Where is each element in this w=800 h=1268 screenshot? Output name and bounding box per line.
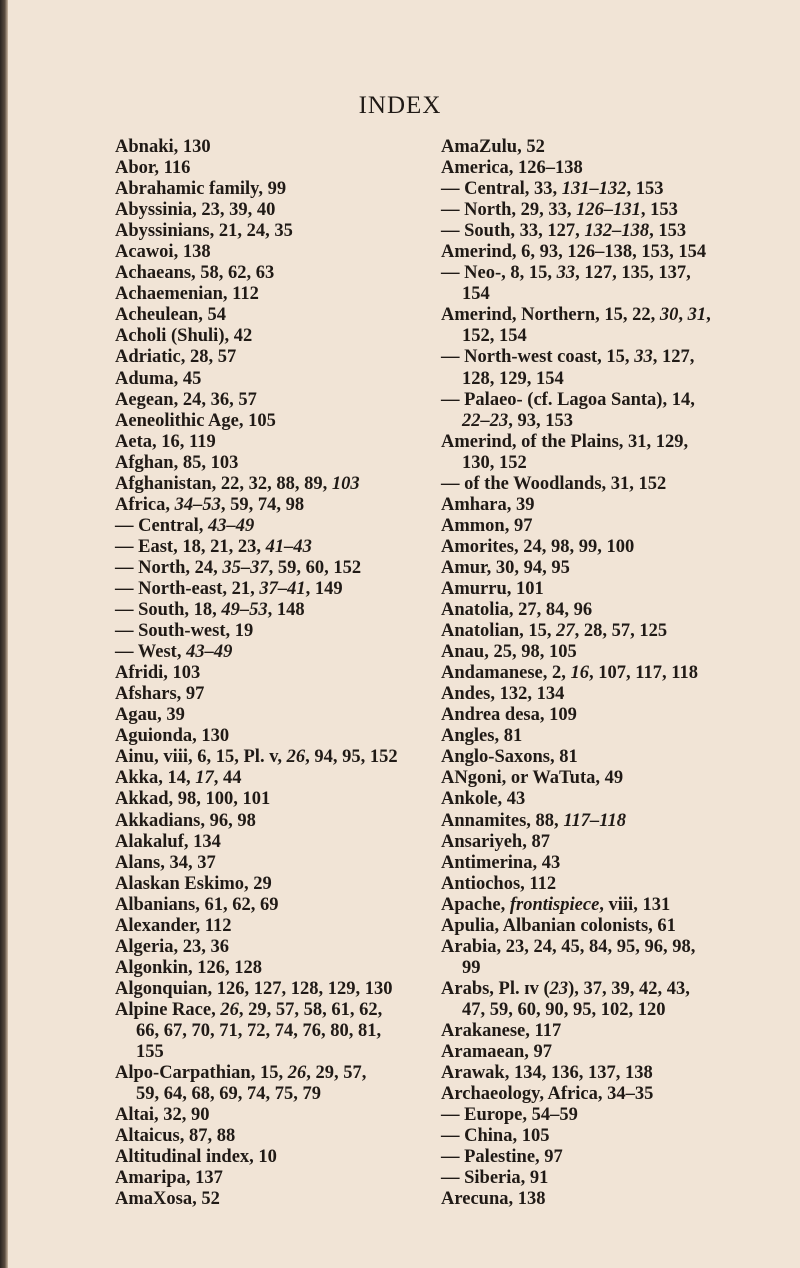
index-entry-text: — South, 33, 127, (441, 221, 585, 242)
index-entry-text: Altai, 32, 90 (115, 1105, 210, 1126)
index-entry-text: Algonquian, 126, 127, 128, 129, 130 (115, 978, 393, 999)
index-entry (115, 621, 453, 642)
index-entry-italic-page: 33 (634, 347, 653, 368)
index-entry (115, 789, 453, 810)
index-entry-text: — North, 24, (115, 557, 223, 578)
index-entry (441, 853, 779, 874)
index-entry-text: Afshars, 97 (115, 684, 205, 705)
index-entry (115, 937, 453, 958)
index-entry (115, 411, 453, 432)
index-entry (115, 516, 453, 537)
index-entry (115, 263, 453, 284)
index-entry-text: Acholi (Shuli), 42 (115, 326, 253, 347)
index-entry-text: Arabs, Pl. ɪv ( (441, 978, 550, 999)
index-entry-text: Arabia, 23, 24, 45, 84, 95, 96, 98, (441, 936, 696, 957)
index-entry-text: Andamanese, 2, (441, 663, 571, 684)
index-entry (115, 474, 453, 495)
index-entry (115, 916, 453, 937)
index-entry-text: Ankole, 43 (441, 789, 526, 810)
index-entry (115, 1189, 453, 1210)
index-entry (441, 621, 779, 642)
index-entry-text: , 59, 74, 98 (220, 494, 305, 515)
index-entry (115, 979, 453, 1000)
index-entry (441, 705, 779, 726)
index-entry-italic-page: 41–43 (265, 536, 312, 557)
index-entry-text: 128, 129, 154 (462, 368, 564, 389)
index-entry-text: Anau, 25, 98, 105 (441, 642, 577, 663)
index-entry-text: , 29, 57, 58, 61, 62, (238, 999, 383, 1020)
index-entry-text: — West, (115, 642, 187, 663)
index-entry-text: , 44 (213, 768, 242, 789)
index-entry (115, 579, 453, 600)
index-entry-text: — Siberia, 91 (441, 1168, 549, 1189)
index-entry-text: — Europe, 54–59 (441, 1105, 578, 1126)
index-entry (441, 916, 779, 937)
index-entry-text: Apache, (441, 894, 510, 915)
index-entry (441, 579, 779, 600)
index-entry-text: 155 (136, 1042, 164, 1063)
index-entry (441, 516, 779, 537)
index-entry-text: Amaripa, 137 (115, 1168, 223, 1189)
index-entry (115, 1042, 453, 1063)
index-entry-italic-page: 17 (195, 768, 214, 789)
index-entry (115, 326, 453, 347)
index-entry-text: Aeneolithic Age, 105 (115, 410, 276, 431)
index-entry-text: Amur, 30, 94, 95 (441, 557, 570, 578)
index-entry (441, 158, 779, 179)
index-entry (441, 1189, 779, 1210)
index-entry-text: Aeta, 16, 119 (115, 431, 216, 452)
index-entry (441, 263, 779, 284)
index-entry (441, 600, 779, 621)
index-entry (441, 495, 779, 516)
index-entry-text: — North-west coast, 15, (441, 347, 635, 368)
index-entry-text: , 148 (267, 600, 305, 621)
index-entry (115, 158, 453, 179)
index-entry-text: , 28, 57, 125 (574, 621, 668, 642)
index-entry (115, 453, 453, 474)
index-entry-text: Adriatic, 28, 57 (115, 347, 237, 368)
index-entry (441, 747, 779, 768)
index-entry-text: Alans, 34, 37 (115, 852, 216, 873)
index-entry-text: AmaXosa, 52 (115, 1189, 220, 1210)
index-entry (115, 832, 453, 853)
index-entry-text: Ammon, 97 (441, 515, 533, 536)
index-entry (115, 432, 453, 453)
index-entry-text: Akka, 14, (115, 768, 196, 789)
index-entry-text: Aramaean, 97 (441, 1042, 552, 1063)
index-entry (115, 137, 453, 158)
index-entry (441, 390, 779, 411)
index-entry-text: Aegean, 24, 36, 57 (115, 389, 257, 410)
index-entry (115, 663, 453, 684)
index-entry (115, 221, 453, 242)
index-entry-text: , 29, 57, (306, 1063, 367, 1084)
index-entry-text: Albanians, 61, 62, 69 (115, 894, 279, 915)
index-entry (115, 768, 453, 789)
index-entry (441, 1105, 779, 1126)
index-entry (115, 200, 453, 221)
index-entry (441, 305, 779, 326)
index-entry-text: , 59, 60, 152 (268, 557, 362, 578)
index-entry (441, 768, 779, 789)
index-entry (441, 179, 779, 200)
index-entry (441, 242, 779, 263)
index-entry-italic-page: 33 (556, 263, 576, 284)
index-entry-text: — Palaeo- (cf. Lagoa Santa), 14, (441, 389, 695, 410)
index-entry (115, 853, 453, 874)
index-entry-text: Anatolian, 15, (441, 621, 557, 642)
index-entry (115, 495, 453, 516)
index-entry-text: AmaZulu, 52 (441, 137, 545, 157)
index-entry (441, 1021, 779, 1042)
index-entry (115, 874, 453, 895)
index-column-left (115, 137, 453, 1210)
index-entry-text: , 107, 117, 118 (589, 663, 698, 684)
index-entry-text: Alexander, 112 (115, 915, 232, 936)
index-entry-text: Achaeans, 58, 62, 63 (115, 263, 275, 284)
index-entry-italic-page: 37–41 (259, 578, 306, 599)
index-entry-text: — China, 105 (441, 1126, 550, 1147)
index-entry-text: Algonkin, 126, 128 (115, 957, 263, 978)
index-entry (441, 474, 779, 495)
index-entry-text: , 153 (626, 179, 664, 200)
index-entry-text: Abrahamic family, 99 (115, 179, 287, 200)
index-entry-text: 154 (462, 284, 490, 305)
index-entry-italic-page: 35–37 (222, 557, 269, 578)
index-entry-text: Angles, 81 (441, 726, 523, 747)
index-entry-text: Annamites, 88, (441, 810, 564, 831)
index-entry-italic-page: 126–131 (576, 200, 641, 221)
index-entry (115, 1063, 453, 1084)
index-entry-text: Alakaluf, 134 (115, 831, 221, 852)
index-entry (441, 1042, 779, 1063)
index-entry (115, 179, 453, 200)
index-entry (115, 242, 453, 263)
index-entry-text: — North, 29, 33, (441, 200, 577, 221)
index-entry-text: Ainu, viii, 6, 15, Pl. v, (115, 747, 287, 768)
index-entry-italic-page: 16 (570, 663, 590, 684)
index-entry-text: Amerind, 6, 93, 126–138, 153, 154 (441, 242, 707, 263)
index-entry (115, 369, 453, 390)
index-entry-text: — South, 18, (115, 600, 222, 621)
index-entry-text: Aduma, 45 (115, 368, 202, 389)
index-entry-text: 99 (462, 957, 481, 978)
index-entry-text: 59, 64, 68, 69, 74, 75, 79 (136, 1084, 321, 1105)
index-entry (115, 600, 453, 621)
index-entry-text: Ansariyeh, 87 (441, 831, 550, 852)
index-entry-italic-page: 23 (549, 978, 569, 999)
index-entry-text: , 94, 95, 152 (305, 747, 398, 768)
index-entry (441, 642, 779, 663)
index-entry-italic-page: 22–23 (462, 410, 509, 431)
index-entry-text: Andes, 132, 134 (441, 684, 565, 705)
index-entry-text: Akkad, 98, 100, 101 (115, 789, 271, 810)
index-entry-text: , 153 (649, 221, 687, 242)
index-entry (115, 958, 453, 979)
index-entry (115, 284, 453, 305)
index-entry-text: Amurru, 101 (441, 578, 544, 599)
index-entry (115, 684, 453, 705)
index-entry (115, 747, 453, 768)
index-entry-text: 66, 67, 70, 71, 72, 74, 76, 80, 81, (136, 1020, 382, 1041)
index-entry (115, 537, 453, 558)
index-entry-text: — South-west, 19 (115, 621, 254, 642)
index-entry-text: Anglo-Saxons, 81 (441, 747, 578, 768)
index-entry-text: 130, 152 (462, 452, 527, 473)
index-entry (441, 411, 779, 432)
index-entry-text: — Central, 33, (441, 179, 562, 200)
index-entry (441, 979, 779, 1000)
index-entry-text: Arecuna, 138 (441, 1189, 546, 1210)
index-entry (441, 789, 779, 810)
index-entry (115, 305, 453, 326)
index-entry-text: Arawak, 134, 136, 137, 138 (441, 1063, 653, 1084)
index-entry-text: America, 126–138 (441, 158, 583, 179)
index-entry-italic-page: 131–132 (561, 179, 627, 200)
index-entry-text: — East, 18, 21, 23, (115, 536, 266, 557)
index-entry (441, 726, 779, 747)
index-entry-text: , 149 (305, 578, 343, 599)
index-entry-text: , (706, 305, 711, 326)
index-entry-text: , viii, 131 (599, 894, 671, 915)
index-entry-text: Afghanistan, 22, 32, 88, 89, (115, 473, 332, 494)
index-entry-text: , 127, 135, 137, (575, 263, 691, 284)
index-entry-text: Alpo-Carpathian, 15, (115, 1063, 288, 1084)
index-entry (441, 1168, 779, 1189)
index-entry-text: Antimerina, 43 (441, 852, 561, 873)
index-entry (441, 811, 779, 832)
index-entry-italic-page: 26 (287, 1063, 307, 1084)
index-entry-text: Afghan, 85, 103 (115, 452, 239, 473)
index-entry-text: Agau, 39 (115, 705, 185, 726)
index-entry (441, 137, 779, 158)
index-entry (441, 1000, 779, 1021)
index-entry (441, 537, 779, 558)
index-entry-text: Amerind, of the Plains, 31, 129, (441, 431, 689, 452)
index-entry-text: 47, 59, 60, 90, 95, 102, 120 (462, 999, 666, 1020)
index-entry-text: — of the Woodlands, 31, 152 (441, 473, 667, 494)
index-entry (115, 1147, 453, 1168)
index-entry (115, 811, 453, 832)
index-entry-italic-page: 31 (687, 305, 707, 326)
index-entry-text: Abor, 116 (115, 158, 191, 179)
index-entry (115, 347, 453, 368)
index-entry (441, 1126, 779, 1147)
index-entry-italic-page: 103 (331, 473, 360, 494)
index-entry-text: — North-east, 21, (115, 578, 260, 599)
index-entry-text: Acawoi, 138 (115, 242, 211, 263)
index-entry-text: Archaeology, Africa, 34–35 (441, 1084, 654, 1105)
index-entry-text: , 93, 153 (508, 410, 573, 431)
index-entry-text: Abnaki, 130 (115, 137, 211, 157)
index-entry (441, 347, 779, 368)
index-entry-text: , 153 (640, 200, 678, 221)
index-entry-text: Alpine Race, (115, 999, 221, 1020)
index-entry-text: Acheulean, 54 (115, 305, 226, 326)
index-entry-text: Abyssinians, 21, 24, 35 (115, 221, 293, 242)
index-entry-text: , (678, 305, 688, 326)
index-entry-text: ANgoni, or WaTuta, 49 (441, 768, 624, 789)
index-entry-italic-page: 43–49 (186, 642, 233, 663)
index-entry-text: — Central, (115, 515, 208, 536)
index-entry (441, 221, 779, 242)
index-entry-text: Akkadians, 96, 98 (115, 810, 256, 831)
index-entry-text: Andrea desa, 109 (441, 705, 577, 726)
index-entry-text: — Neo-, 8, 15, (441, 263, 557, 284)
index-entry-text: Altitudinal index, 10 (115, 1147, 277, 1168)
index-entry-text: Anatolia, 27, 84, 96 (441, 600, 593, 621)
index-entry-text: Altaicus, 87, 88 (115, 1126, 236, 1147)
index-entry (441, 874, 779, 895)
index-entry (115, 642, 453, 663)
index-entry (441, 326, 779, 347)
index-entry-text: ), 37, 39, 42, 43, (568, 978, 690, 999)
index-entry-italic-page: frontispiece (509, 894, 600, 915)
index-entry (115, 1084, 453, 1105)
index-entry-text: Achaemenian, 112 (115, 284, 259, 305)
index-entry (115, 1021, 453, 1042)
index-entry-italic-page: 43–49 (208, 515, 255, 536)
index-entry (115, 1000, 453, 1021)
index-entry-text: Amerind, Northern, 15, 22, (441, 305, 660, 326)
index-entry (441, 958, 779, 979)
index-entry-text: Abyssinia, 23, 39, 40 (115, 200, 276, 221)
index-entry (441, 432, 779, 453)
index-entry (441, 200, 779, 221)
index-entry (115, 895, 453, 916)
index-entry-italic-page: 49–53 (221, 600, 268, 621)
index-entry-text: Amhara, 39 (441, 494, 535, 515)
index-entry (441, 453, 779, 474)
index-entry (441, 663, 779, 684)
index-entry (115, 726, 453, 747)
index-entry-text: Apulia, Albanian colonists, 61 (441, 915, 676, 936)
index-entry (441, 1084, 779, 1105)
index-entry-text: 152, 154 (462, 326, 527, 347)
index-entry (115, 390, 453, 411)
index-entry-italic-page: 117–118 (563, 810, 627, 831)
index-entry-italic-page: 26 (286, 747, 306, 768)
index-entry-italic-page: 30 (659, 305, 679, 326)
index-entry (441, 1147, 779, 1168)
index-entry-text: Africa, (115, 494, 175, 515)
index-entry (441, 832, 779, 853)
index-entry-italic-page: 132–138 (584, 221, 650, 242)
index-entry-text: Algeria, 23, 36 (115, 936, 230, 957)
index-entry (441, 284, 779, 305)
index-entry-text: Alaskan Eskimo, 29 (115, 873, 272, 894)
index-entry-text: Arakanese, 117 (441, 1020, 562, 1041)
index-entry-text: — Palestine, 97 (441, 1147, 563, 1168)
index-entry-italic-page: 34–53 (174, 494, 221, 515)
index-column-right (441, 137, 779, 1210)
index-entry-italic-page: 26 (220, 999, 239, 1020)
page-title: INDEX (358, 92, 442, 119)
index-entry (115, 705, 453, 726)
index-entry-text: Amorites, 24, 98, 99, 100 (441, 536, 635, 557)
index-entry-italic-page: 27 (556, 621, 575, 642)
index-entry (441, 1063, 779, 1084)
index-entry (441, 369, 779, 390)
index-entry (115, 558, 453, 579)
index-entry (115, 1126, 453, 1147)
index-entry (441, 558, 779, 579)
index-entry-text: Antiochos, 112 (441, 873, 557, 894)
index-entry (441, 895, 779, 916)
index-entry (115, 1168, 453, 1189)
index-entry-text: , 127, (652, 347, 695, 368)
index-entry (441, 684, 779, 705)
index-entry (115, 1105, 453, 1126)
index-entry-text: Afridi, 103 (115, 663, 201, 684)
index-entry (441, 937, 779, 958)
index-entry-text: Aguionda, 130 (115, 726, 230, 747)
